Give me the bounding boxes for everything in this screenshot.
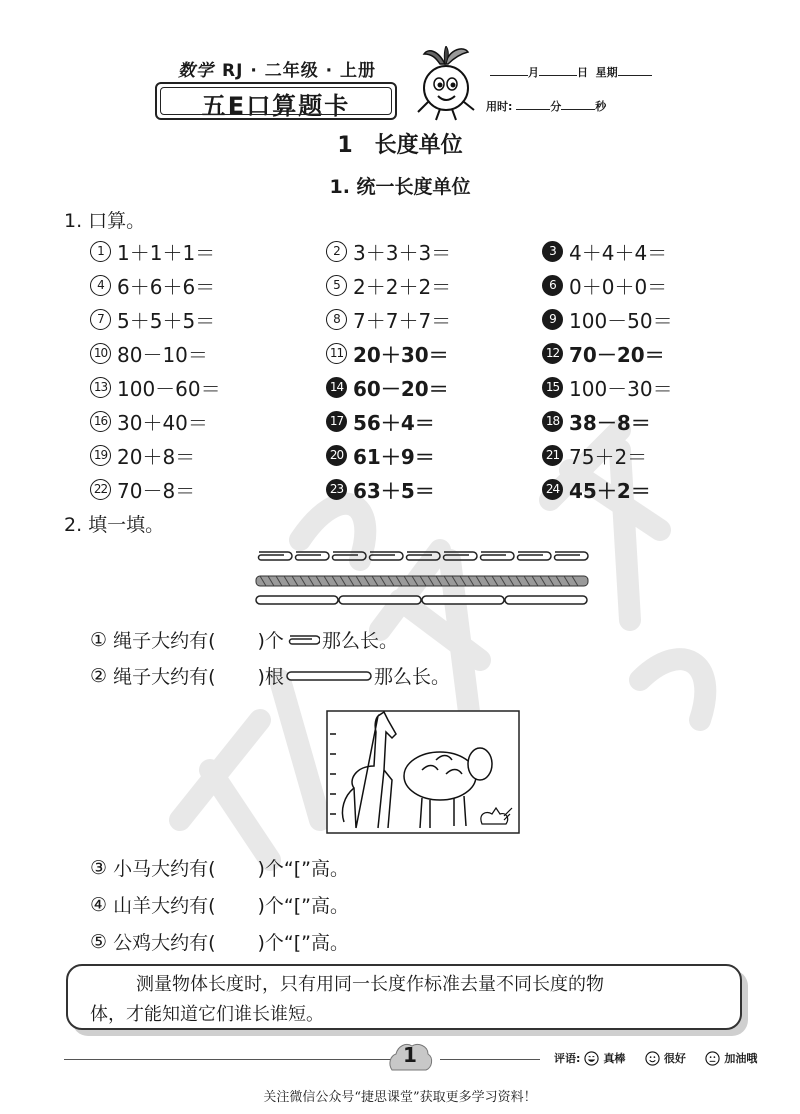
problem-item <box>90 234 326 268</box>
problem-item <box>326 472 542 506</box>
day-blank[interactable] <box>539 64 577 76</box>
problem-number: 21 <box>542 445 563 466</box>
problem-number: 16 <box>90 411 111 432</box>
problem-expression: 6＋6＋6＝ <box>117 274 216 299</box>
q1-number: ① <box>90 628 108 651</box>
problem-expression: 45＋2＝ <box>569 478 651 503</box>
seconds-blank[interactable] <box>561 98 595 110</box>
paperclip-mark <box>259 552 293 560</box>
subject-label: 数学 <box>178 61 214 81</box>
subject-edition <box>178 56 376 81</box>
problem-expression: 75＋2＝ <box>569 444 648 469</box>
summary-box <box>66 964 742 1030</box>
problem-item <box>326 336 542 370</box>
problem-item <box>90 472 326 506</box>
problem-number: 12 <box>542 343 563 364</box>
paperclip-row <box>259 552 589 560</box>
q3-prefix: 小马大约有( <box>113 858 216 880</box>
problem-expression: 63＋5＝ <box>353 478 435 503</box>
problem-expression: 56＋4＝ <box>353 410 435 435</box>
chapter-number: 1 <box>337 133 353 158</box>
q5-suffix: )个“[”高。 <box>257 932 350 954</box>
summary-line-2: 体，才能知道它们谁长谁短。 <box>90 1004 324 1025</box>
q2-unit: )根 <box>257 666 284 688</box>
problem-expression: 20＋30＝ <box>353 342 449 367</box>
problem-item <box>542 302 710 336</box>
problem-number: 18 <box>542 411 563 432</box>
problem-expression: 61＋9＝ <box>353 444 435 469</box>
problem-item <box>90 438 326 472</box>
paperclip-mark <box>370 552 404 560</box>
problem-item <box>326 404 542 438</box>
q3-number: ③ <box>90 856 108 879</box>
problem-number: 3 <box>542 241 563 262</box>
paperclip-mark <box>518 552 552 560</box>
problem-item <box>542 234 710 268</box>
problem-item <box>542 404 710 438</box>
problem-expression: 100－30＝ <box>569 376 673 401</box>
q2-number: ② <box>90 664 108 687</box>
problem-number: 24 <box>542 479 563 500</box>
stick-icon <box>286 671 372 681</box>
problem-item <box>326 302 542 336</box>
problem-item <box>326 438 542 472</box>
problem-item <box>542 336 710 370</box>
q5-prefix: 公鸡大约有( <box>113 932 216 954</box>
rating-label: 评语: <box>554 1052 581 1065</box>
problem-item <box>542 268 710 302</box>
book-title: 五E口算题卡 <box>201 92 351 120</box>
q2-prefix: 绳子大约有( <box>113 666 216 688</box>
problem-number: 19 <box>90 445 111 466</box>
month-blank[interactable] <box>490 64 528 76</box>
promo-text: 关注微信公众号“捷思课堂”获取更多学习资料！ <box>263 1090 537 1105</box>
fill-question-5 <box>90 928 349 955</box>
month-label: 月 <box>528 66 539 79</box>
paperclip-mark <box>555 552 589 560</box>
footer-divider-right <box>440 1059 540 1060</box>
q5-number: ⑤ <box>90 930 108 953</box>
rope <box>256 576 588 586</box>
chapter-name: 长度单位 <box>374 133 463 158</box>
paperclip-mark <box>407 552 441 560</box>
problem-item <box>90 268 326 302</box>
rating-good: 很好 <box>663 1052 686 1065</box>
problem-number: 9 <box>542 309 563 330</box>
radish-mascot-icon <box>410 46 480 122</box>
problem-expression: 1＋1＋1＝ <box>117 240 216 265</box>
problem-item <box>542 438 710 472</box>
q4-number: ④ <box>90 893 108 916</box>
fill-question-4 <box>90 891 349 918</box>
problem-expression: 80－10＝ <box>117 342 208 367</box>
q2-suffix: 那么长。 <box>373 666 450 688</box>
laughing-face-icon[interactable] <box>584 1051 599 1066</box>
problem-expression: 20＋8＝ <box>117 444 196 469</box>
problem-expression: 5＋5＋5＝ <box>117 308 216 333</box>
problem-expression: 70－8＝ <box>117 478 196 503</box>
problem-number: 4 <box>90 275 111 296</box>
problem-expression: 100－50＝ <box>569 308 673 333</box>
cheer-face-icon[interactable] <box>705 1051 720 1066</box>
paperclip-mark <box>481 552 515 560</box>
problem-expression: 3＋3＋3＝ <box>353 240 452 265</box>
q1-unit: )个 <box>257 630 284 652</box>
paperclip-mark <box>296 552 330 560</box>
animals-figure <box>326 710 520 834</box>
problem-expression: 100－60＝ <box>117 376 221 401</box>
time-label: 用时: <box>486 100 513 113</box>
edition-label: RJ · 二年级 · 上册 <box>222 61 377 81</box>
stick-row <box>256 596 587 604</box>
q4-prefix: 山羊大约有( <box>113 895 216 917</box>
problem-item <box>326 234 542 268</box>
seconds-label: 秒 <box>595 100 607 113</box>
chapter-title <box>0 128 800 159</box>
rope-comparison-figure <box>254 548 590 610</box>
time-line <box>486 98 606 114</box>
problem-number: 23 <box>326 479 347 500</box>
problem-item <box>90 336 326 370</box>
rating-great: 真棒 <box>603 1052 626 1065</box>
problem-number: 13 <box>90 377 111 398</box>
problem-number: 7 <box>90 309 111 330</box>
minutes-blank[interactable] <box>516 98 550 110</box>
section1-heading: 1. 口算。 <box>64 210 146 232</box>
problem-item <box>542 370 710 404</box>
smile-face-icon[interactable] <box>645 1051 660 1066</box>
problem-expression: 4＋4＋4＝ <box>569 240 668 265</box>
rating-bar <box>554 1050 757 1066</box>
problem-item <box>326 268 542 302</box>
problem-number: 5 <box>326 275 347 296</box>
problem-number: 22 <box>90 479 111 500</box>
paperclip-mark <box>444 552 478 560</box>
problem-item <box>90 404 326 438</box>
weekday-label: 星期 <box>595 66 618 79</box>
problem-number: 10 <box>90 343 111 364</box>
book-title-box <box>155 82 397 120</box>
problem-expression: 0＋0＋0＝ <box>569 274 668 299</box>
rating-keep-going: 加油哦 <box>724 1052 758 1065</box>
problem-expression: 70－20＝ <box>569 342 665 367</box>
problem-number: 2 <box>326 241 347 262</box>
problem-number: 8 <box>326 309 347 330</box>
q3-suffix: )个“[”高。 <box>257 858 350 880</box>
footer-divider-left <box>64 1059 400 1060</box>
problem-expression: 2＋2＋2＝ <box>353 274 452 299</box>
problem-number: 6 <box>542 275 563 296</box>
weekday-blank[interactable] <box>618 64 652 76</box>
paperclip-mark <box>333 552 367 560</box>
arithmetic-problems <box>90 234 710 506</box>
problem-item <box>326 370 542 404</box>
problem-number: 11 <box>326 343 347 364</box>
date-line <box>490 64 652 80</box>
section2-heading: 2. 填一填。 <box>64 514 165 536</box>
q4-suffix: )个“[”高。 <box>257 895 350 917</box>
problem-expression: 38－8＝ <box>569 410 651 435</box>
summary-line-1 <box>90 970 722 1000</box>
problem-expression: 7＋7＋7＝ <box>353 308 452 333</box>
fill-question-1 <box>90 626 398 653</box>
page-number: 1 <box>403 1043 417 1067</box>
fill-question-2 <box>90 662 450 689</box>
problem-number: 1 <box>90 241 111 262</box>
problem-expression: 60－20＝ <box>353 376 449 401</box>
problem-item <box>90 370 326 404</box>
q1-suffix: 那么长。 <box>321 630 398 652</box>
problem-item <box>90 302 326 336</box>
lesson-title: 1. 统一长度单位 <box>329 176 471 198</box>
day-label: 日 <box>577 66 588 79</box>
paperclip-icon <box>286 634 320 646</box>
fill-question-3 <box>90 854 349 881</box>
problem-number: 20 <box>326 445 347 466</box>
problem-number: 14 <box>326 377 347 398</box>
problem-number: 17 <box>326 411 347 432</box>
problem-number: 15 <box>542 377 563 398</box>
problem-expression: 30＋40＝ <box>117 410 208 435</box>
problem-item <box>542 472 710 506</box>
summary-text-1: 测量物体长度时，只有用同一长度作标准去量不同长度的物 <box>136 974 604 995</box>
q1-prefix: 绳子大约有( <box>113 630 216 652</box>
minutes-label: 分 <box>550 100 562 113</box>
